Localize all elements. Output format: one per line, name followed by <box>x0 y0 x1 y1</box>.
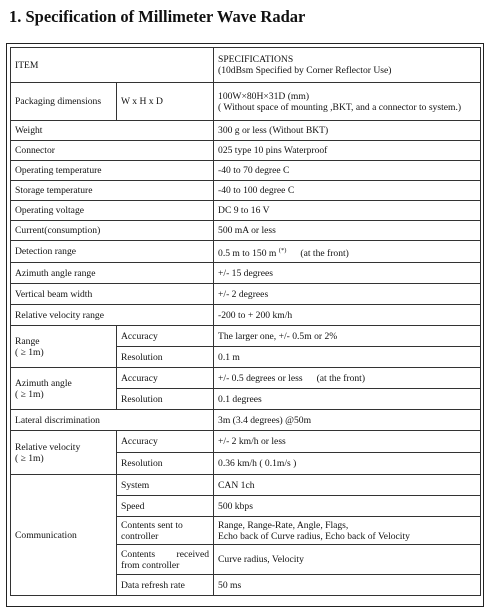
operating-voltage-label: Operating voltage <box>11 201 214 221</box>
table-row <box>11 305 481 326</box>
detection-range-footnote-mark: (*) <box>278 246 287 254</box>
connector-label: Connector <box>11 141 214 161</box>
range-label <box>11 326 117 368</box>
communication-system-value: CAN 1ch <box>214 475 481 496</box>
storage-temperature-value: -40 to 100 degree C <box>214 181 481 201</box>
page-heading: 1. Specification of Millimeter Wave Radar <box>9 7 306 26</box>
relative-velocity-resolution-value: 0.36 km/h ( 0.1m/s ) <box>214 453 481 475</box>
connector-value: 025 type 10 pins Waterproof <box>214 141 481 161</box>
detection-range-note: (at the front) <box>300 247 349 259</box>
communication-system-label: System <box>117 475 214 496</box>
relative-velocity-condition: ( ≥ 1m) <box>15 452 44 464</box>
azimuth-accuracy-label: Accuracy <box>117 368 214 389</box>
azimuth-angle-label <box>11 368 117 410</box>
table-row <box>11 263 481 284</box>
relative-velocity-range-label: Relative velocity range <box>11 305 214 326</box>
azimuth-accuracy-value <box>214 368 481 389</box>
detection-range-text: 0.5 m to 150 m <box>218 247 277 259</box>
table-row <box>11 83 481 121</box>
packaging-value <box>214 83 481 121</box>
packaging-label: Packaging dimensions <box>11 83 117 121</box>
packaging-value-dims: 100W×80H×31D (mm) <box>218 90 310 102</box>
relative-velocity-resolution-label: Resolution <box>117 453 214 475</box>
table-row <box>11 121 481 141</box>
relative-velocity-range-value: -200 to + 200 km/h <box>214 305 481 326</box>
packaging-sub: W x H x D <box>117 83 214 121</box>
header-item: ITEM <box>11 48 214 83</box>
contents-received-label <box>117 545 214 575</box>
communication-speed-label: Speed <box>117 496 214 517</box>
relative-velocity-accuracy-value: +/- 2 km/h or less <box>214 431 481 453</box>
packaging-value-note: ( Without space of mounting ,BKT, and a connector to system.) <box>218 101 462 113</box>
range-resolution-label: Resolution <box>117 347 214 368</box>
lateral-discrimination-label: Lateral discrimination <box>11 410 214 431</box>
contents-received-label-line1: Contents received <box>121 548 210 560</box>
lateral-discrimination-value: 3m (3.4 degrees) @50m <box>214 410 481 431</box>
relative-velocity-accuracy-label: Accuracy <box>117 431 214 453</box>
table-row <box>11 326 481 347</box>
azimuth-range-value: +/- 15 degrees <box>214 263 481 284</box>
range-resolution-value: 0.1 m <box>214 347 481 368</box>
weight-label: Weight <box>11 121 214 141</box>
operating-temperature-label: Operating temperature <box>11 161 214 181</box>
operating-temperature-value: -40 to 70 degree C <box>214 161 481 181</box>
contents-received-value: Curve radius, Velocity <box>214 545 481 575</box>
azimuth-angle-condition: ( ≥ 1m) <box>15 388 44 400</box>
table-row <box>11 201 481 221</box>
table-row <box>11 410 481 431</box>
contents-sent-label <box>117 517 214 545</box>
relative-velocity-label-text: Relative velocity <box>15 441 81 453</box>
table-row <box>11 221 481 241</box>
azimuth-accuracy-note: (at the front) <box>316 372 366 384</box>
table-row <box>11 368 481 389</box>
vertical-beam-label: Vertical beam width <box>11 284 214 305</box>
table-row <box>11 431 481 453</box>
detection-range-value <box>214 241 481 263</box>
table-row <box>11 161 481 181</box>
azimuth-angle-label-text: Azimuth angle <box>15 377 72 389</box>
header-spec-note: (10dBsm Specified by Corner Reflector Use) <box>218 65 392 76</box>
contents-sent-value-line2: Echo back of Curve radius, Echo back of Velocity <box>218 530 410 542</box>
current-label: Current(consumption) <box>11 221 214 241</box>
operating-voltage-value: DC 9 to 16 V <box>214 201 481 221</box>
storage-temperature-label: Storage temperature <box>11 181 214 201</box>
vertical-beam-value: +/- 2 degrees <box>214 284 481 305</box>
range-condition: ( ≥ 1m) <box>15 346 44 358</box>
detection-range-label: Detection range <box>11 241 214 263</box>
contents-sent-label-line1: Contents sent to <box>121 519 183 531</box>
range-label-text: Range <box>15 335 40 347</box>
range-accuracy-value: The larger one, +/- 0.5m or 2% <box>214 326 481 347</box>
contents-sent-label-line2: controller <box>121 530 159 542</box>
table-row <box>11 181 481 201</box>
azimuth-range-label: Azimuth angle range <box>11 263 214 284</box>
current-value: 500 mA or less <box>214 221 481 241</box>
weight-value: 300 g or less (Without BKT) <box>214 121 481 141</box>
header-spec-title: SPECIFICATIONS <box>218 54 294 65</box>
communication-speed-value: 500 kbps <box>214 496 481 517</box>
range-accuracy-label: Accuracy <box>117 326 214 347</box>
table-row <box>11 141 481 161</box>
communication-label: Communication <box>11 475 117 596</box>
data-refresh-rate-label: Data refresh rate <box>117 575 214 596</box>
header-specifications <box>214 48 481 83</box>
azimuth-accuracy-text: +/- 0.5 degrees or less <box>218 372 303 384</box>
contents-sent-value-line1: Range, Range-Rate, Angle, Flags, <box>218 519 349 531</box>
data-refresh-rate-value: 50 ms <box>214 575 481 596</box>
table-row <box>11 475 481 496</box>
azimuth-resolution-value: 0.1 degrees <box>214 389 481 410</box>
contents-received-label-line2: from controller <box>121 559 180 571</box>
relative-velocity-label <box>11 431 117 475</box>
table-header-row <box>11 48 481 83</box>
contents-sent-value <box>214 517 481 545</box>
table-row <box>11 284 481 305</box>
specification-table <box>10 47 481 596</box>
azimuth-resolution-label: Resolution <box>117 389 214 410</box>
table-row <box>11 241 481 263</box>
